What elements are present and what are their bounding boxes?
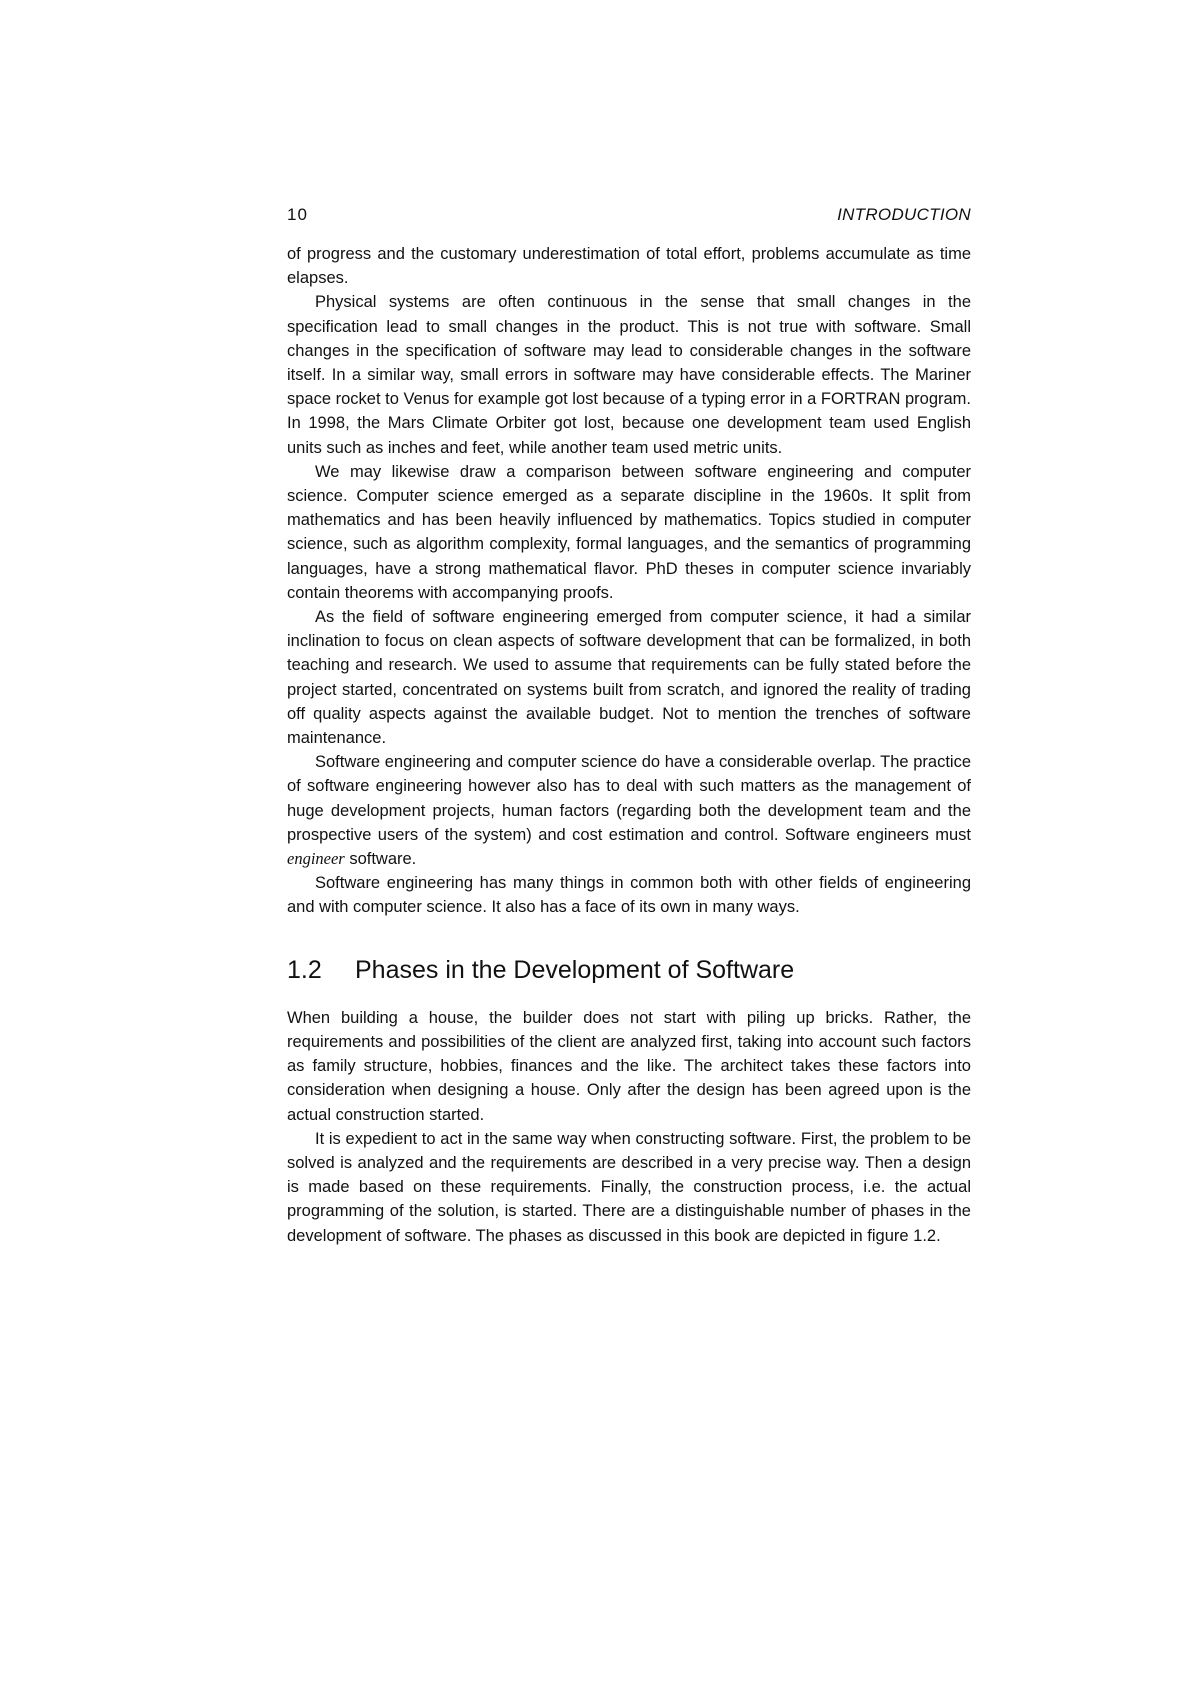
section-number: 1.2 [287, 955, 322, 984]
section-heading [287, 954, 971, 986]
paragraph-computer-science: We may likewise draw a comparison between software engineering and computer science. Computer science emerged as a separate discipline in the 1960s. It split from mathematics and has been heavily influenced by mathematics. Topics studied in computer science, such as algorithm complexity, formal languages, and the semantics of programming languages, have a strong mathematical flavor. PhD theses in computer science invariably contain theorems with accompanying proofs. [287, 462, 971, 602]
body-text [287, 242, 971, 1248]
running-head [287, 202, 971, 228]
paragraph-building-house: When building a house, the builder does not start with piling up bricks. Rather, the requirements and possibilities of the client are analyzed first, taking into account such factors as family structure, hobbies, finances and the like. The architect takes these factors into consideration when designing a house. Only after the design has been agreed upon is the actual construction started. [287, 1008, 971, 1124]
section-title: Phases in the Development of Software [355, 955, 795, 984]
paragraph-overlap [287, 750, 971, 871]
paragraph-overlap-ending: software. [344, 850, 417, 869]
book-page [287, 202, 971, 1248]
paragraph-physical-systems: Physical systems are often continuous in the sense that small changes in the specification lead to small changes in the product. This is not true with software. Small changes in the specification of software may lead to considerable changes in the software itself. In a similar way, small errors in software may have considerable effects. The Mariner space rocket to Venus for example got lost because of a typing error in a FORTRAN program. In 1998, the Mars Climate Orbiter got lost, because one development team used English units such as inches and feet, while another team used metric units. [287, 293, 971, 457]
paragraph-field-emergence: As the field of software engineering emerged from computer science, it had a similar inclination to focus on clean aspects of software development that can be formalized, in both teaching and research. We used to assume that requirements can be fully stated before the project started, concentrated on systems built from scratch, and ignored the reality of trading off quality aspects against the available budget. Not to mention the trenches of software maintenance. [287, 608, 971, 748]
page-number: 10 [287, 205, 308, 224]
paragraph-constructing-software: It is expedient to act in the same way when constructing software. First, the problem to be solved is analyzed and the requirements are described in a very precise way. Then a design is made based on these requirements. Finally, the construction process, i.e. the actual programming of the solution, is started. There are a distinguishable number of phases in the development of software. The phases as discussed in this book are depicted in figure 1.2. [287, 1129, 971, 1245]
chapter-title: INTRODUCTION [837, 205, 971, 224]
paragraph-overlap-text: Software engineering and computer science do have a considerable overlap. The practice of software engineering however also has to deal with such matters as the management of huge development projects, human factors (regarding both the development team and the prospective users of the system) and cost estimation and control. Software engineers must [287, 753, 971, 844]
paragraph-common-things: Software engineering has many things in common both with other fields of engineering and with computer science. It also has a face of its own in many ways. [287, 874, 971, 917]
paragraph-continuation: of progress and the customary underestimation of total effort, problems accumulate as time elapses. [287, 245, 971, 288]
emphasized-word: engineer [287, 849, 345, 869]
